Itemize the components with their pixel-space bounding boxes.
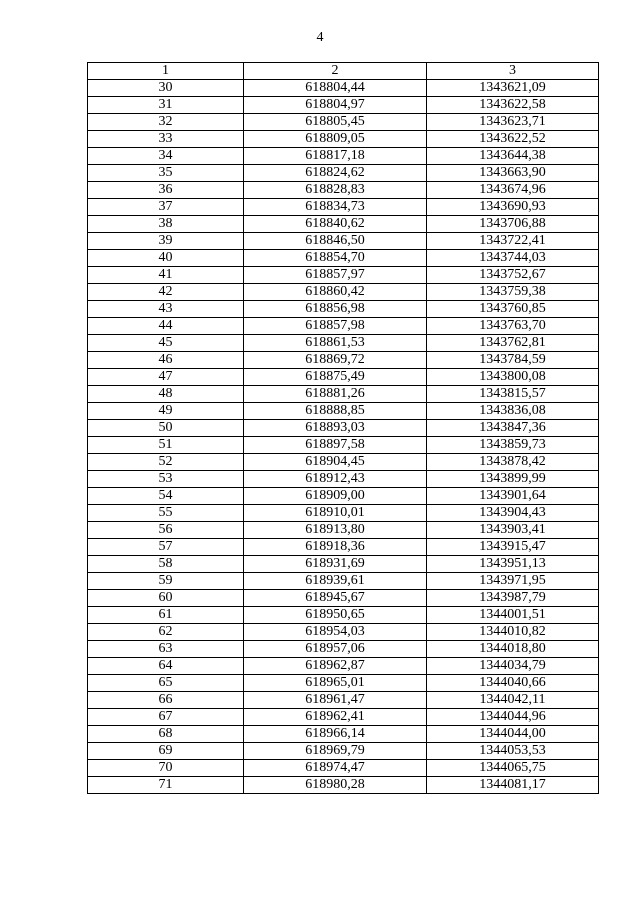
cell-x-coordinate: 618893,03 bbox=[244, 420, 427, 437]
cell-x-coordinate: 618805,45 bbox=[244, 114, 427, 131]
cell-y-coordinate: 1343744,03 bbox=[427, 250, 599, 267]
cell-y-coordinate: 1344018,80 bbox=[427, 641, 599, 658]
table-body bbox=[88, 80, 599, 794]
cell-point-number: 33 bbox=[88, 131, 244, 148]
table-row bbox=[88, 658, 599, 675]
cell-x-coordinate: 618980,28 bbox=[244, 777, 427, 794]
cell-x-coordinate: 618974,47 bbox=[244, 760, 427, 777]
cell-point-number: 56 bbox=[88, 522, 244, 539]
cell-x-coordinate: 618881,26 bbox=[244, 386, 427, 403]
cell-x-coordinate: 618897,58 bbox=[244, 437, 427, 454]
cell-y-coordinate: 1343760,85 bbox=[427, 301, 599, 318]
cell-x-coordinate: 618804,44 bbox=[244, 80, 427, 97]
cell-x-coordinate: 618857,97 bbox=[244, 267, 427, 284]
cell-x-coordinate: 618869,72 bbox=[244, 352, 427, 369]
cell-y-coordinate: 1343622,58 bbox=[427, 97, 599, 114]
table-row bbox=[88, 522, 599, 539]
cell-x-coordinate: 618965,01 bbox=[244, 675, 427, 692]
cell-point-number: 58 bbox=[88, 556, 244, 573]
cell-y-coordinate: 1343784,59 bbox=[427, 352, 599, 369]
column-header-point: 1 bbox=[88, 63, 244, 80]
cell-y-coordinate: 1343706,88 bbox=[427, 216, 599, 233]
cell-point-number: 52 bbox=[88, 454, 244, 471]
cell-point-number: 50 bbox=[88, 420, 244, 437]
table-row bbox=[88, 318, 599, 335]
table-row bbox=[88, 182, 599, 199]
cell-y-coordinate: 1343674,96 bbox=[427, 182, 599, 199]
cell-y-coordinate: 1343915,47 bbox=[427, 539, 599, 556]
cell-x-coordinate: 618817,18 bbox=[244, 148, 427, 165]
cell-x-coordinate: 618840,62 bbox=[244, 216, 427, 233]
table-row bbox=[88, 97, 599, 114]
table-row bbox=[88, 250, 599, 267]
cell-point-number: 61 bbox=[88, 607, 244, 624]
cell-x-coordinate: 618875,49 bbox=[244, 369, 427, 386]
cell-x-coordinate: 618910,01 bbox=[244, 505, 427, 522]
table-row bbox=[88, 488, 599, 505]
cell-y-coordinate: 1344001,51 bbox=[427, 607, 599, 624]
cell-y-coordinate: 1343904,43 bbox=[427, 505, 599, 522]
cell-point-number: 68 bbox=[88, 726, 244, 743]
table-header bbox=[88, 63, 599, 80]
page-number: 4 bbox=[316, 30, 324, 45]
table-row bbox=[88, 301, 599, 318]
cell-point-number: 35 bbox=[88, 165, 244, 182]
cell-point-number: 46 bbox=[88, 352, 244, 369]
cell-x-coordinate: 618918,36 bbox=[244, 539, 427, 556]
cell-x-coordinate: 618961,47 bbox=[244, 692, 427, 709]
cell-y-coordinate: 1344044,00 bbox=[427, 726, 599, 743]
cell-x-coordinate: 618962,87 bbox=[244, 658, 427, 675]
cell-y-coordinate: 1343800,08 bbox=[427, 369, 599, 386]
cell-point-number: 37 bbox=[88, 199, 244, 216]
cell-point-number: 45 bbox=[88, 335, 244, 352]
column-header-y: 3 bbox=[427, 63, 599, 80]
table-row bbox=[88, 233, 599, 250]
table-row bbox=[88, 420, 599, 437]
cell-x-coordinate: 618904,45 bbox=[244, 454, 427, 471]
cell-y-coordinate: 1343836,08 bbox=[427, 403, 599, 420]
cell-x-coordinate: 618828,83 bbox=[244, 182, 427, 199]
table-row bbox=[88, 709, 599, 726]
cell-y-coordinate: 1344010,82 bbox=[427, 624, 599, 641]
cell-y-coordinate: 1343903,41 bbox=[427, 522, 599, 539]
cell-x-coordinate: 618909,00 bbox=[244, 488, 427, 505]
cell-x-coordinate: 618861,53 bbox=[244, 335, 427, 352]
header-row bbox=[88, 63, 599, 80]
cell-y-coordinate: 1344042,11 bbox=[427, 692, 599, 709]
cell-point-number: 30 bbox=[88, 80, 244, 97]
cell-point-number: 69 bbox=[88, 743, 244, 760]
cell-point-number: 53 bbox=[88, 471, 244, 488]
cell-point-number: 39 bbox=[88, 233, 244, 250]
table-row bbox=[88, 607, 599, 624]
column-header-x: 2 bbox=[244, 63, 427, 80]
table-row bbox=[88, 148, 599, 165]
cell-point-number: 47 bbox=[88, 369, 244, 386]
cell-x-coordinate: 618888,85 bbox=[244, 403, 427, 420]
cell-x-coordinate: 618913,80 bbox=[244, 522, 427, 539]
cell-x-coordinate: 618945,67 bbox=[244, 590, 427, 607]
cell-x-coordinate: 618962,41 bbox=[244, 709, 427, 726]
table-row bbox=[88, 641, 599, 658]
table-row bbox=[88, 437, 599, 454]
cell-x-coordinate: 618809,05 bbox=[244, 131, 427, 148]
table-row bbox=[88, 267, 599, 284]
cell-point-number: 62 bbox=[88, 624, 244, 641]
table-row bbox=[88, 573, 599, 590]
cell-point-number: 36 bbox=[88, 182, 244, 199]
cell-point-number: 32 bbox=[88, 114, 244, 131]
table-row bbox=[88, 726, 599, 743]
cell-y-coordinate: 1343690,93 bbox=[427, 199, 599, 216]
cell-y-coordinate: 1343621,09 bbox=[427, 80, 599, 97]
cell-point-number: 63 bbox=[88, 641, 244, 658]
table-row bbox=[88, 539, 599, 556]
cell-point-number: 67 bbox=[88, 709, 244, 726]
cell-y-coordinate: 1343644,38 bbox=[427, 148, 599, 165]
cell-point-number: 60 bbox=[88, 590, 244, 607]
cell-y-coordinate: 1343987,79 bbox=[427, 590, 599, 607]
table-row bbox=[88, 675, 599, 692]
cell-x-coordinate: 618954,03 bbox=[244, 624, 427, 641]
table-row bbox=[88, 216, 599, 233]
cell-point-number: 51 bbox=[88, 437, 244, 454]
cell-point-number: 38 bbox=[88, 216, 244, 233]
cell-x-coordinate: 618856,98 bbox=[244, 301, 427, 318]
cell-point-number: 48 bbox=[88, 386, 244, 403]
cell-y-coordinate: 1343622,52 bbox=[427, 131, 599, 148]
cell-y-coordinate: 1343901,64 bbox=[427, 488, 599, 505]
cell-point-number: 59 bbox=[88, 573, 244, 590]
cell-x-coordinate: 618846,50 bbox=[244, 233, 427, 250]
table-row bbox=[88, 80, 599, 97]
table-row bbox=[88, 743, 599, 760]
cell-point-number: 65 bbox=[88, 675, 244, 692]
table-row bbox=[88, 114, 599, 131]
cell-point-number: 71 bbox=[88, 777, 244, 794]
table-row bbox=[88, 369, 599, 386]
cell-y-coordinate: 1343847,36 bbox=[427, 420, 599, 437]
cell-point-number: 42 bbox=[88, 284, 244, 301]
cell-y-coordinate: 1343762,81 bbox=[427, 335, 599, 352]
cell-point-number: 43 bbox=[88, 301, 244, 318]
cell-point-number: 34 bbox=[88, 148, 244, 165]
table-row bbox=[88, 199, 599, 216]
cell-point-number: 40 bbox=[88, 250, 244, 267]
cell-y-coordinate: 1344040,66 bbox=[427, 675, 599, 692]
table-row bbox=[88, 454, 599, 471]
cell-y-coordinate: 1344065,75 bbox=[427, 760, 599, 777]
cell-x-coordinate: 618966,14 bbox=[244, 726, 427, 743]
table-row bbox=[88, 403, 599, 420]
table-row bbox=[88, 760, 599, 777]
table-row bbox=[88, 352, 599, 369]
cell-y-coordinate: 1343815,57 bbox=[427, 386, 599, 403]
cell-y-coordinate: 1343663,90 bbox=[427, 165, 599, 182]
cell-point-number: 57 bbox=[88, 539, 244, 556]
cell-y-coordinate: 1343859,73 bbox=[427, 437, 599, 454]
cell-x-coordinate: 618854,70 bbox=[244, 250, 427, 267]
cell-y-coordinate: 1343763,70 bbox=[427, 318, 599, 335]
cell-x-coordinate: 618957,06 bbox=[244, 641, 427, 658]
cell-y-coordinate: 1343623,71 bbox=[427, 114, 599, 131]
cell-y-coordinate: 1343759,38 bbox=[427, 284, 599, 301]
cell-point-number: 55 bbox=[88, 505, 244, 522]
cell-x-coordinate: 618857,98 bbox=[244, 318, 427, 335]
table-row bbox=[88, 165, 599, 182]
cell-x-coordinate: 618804,97 bbox=[244, 97, 427, 114]
cell-x-coordinate: 618860,42 bbox=[244, 284, 427, 301]
cell-point-number: 44 bbox=[88, 318, 244, 335]
cell-x-coordinate: 618834,73 bbox=[244, 199, 427, 216]
cell-y-coordinate: 1344081,17 bbox=[427, 777, 599, 794]
cell-y-coordinate: 1343878,42 bbox=[427, 454, 599, 471]
cell-x-coordinate: 618939,61 bbox=[244, 573, 427, 590]
cell-x-coordinate: 618824,62 bbox=[244, 165, 427, 182]
cell-x-coordinate: 618950,65 bbox=[244, 607, 427, 624]
table-row bbox=[88, 131, 599, 148]
cell-y-coordinate: 1343722,41 bbox=[427, 233, 599, 250]
cell-y-coordinate: 1343752,67 bbox=[427, 267, 599, 284]
table-row bbox=[88, 590, 599, 607]
table-row bbox=[88, 284, 599, 301]
cell-x-coordinate: 618969,79 bbox=[244, 743, 427, 760]
cell-y-coordinate: 1344053,53 bbox=[427, 743, 599, 760]
table-row bbox=[88, 386, 599, 403]
table-row bbox=[88, 471, 599, 488]
cell-point-number: 66 bbox=[88, 692, 244, 709]
cell-y-coordinate: 1344044,96 bbox=[427, 709, 599, 726]
cell-y-coordinate: 1344034,79 bbox=[427, 658, 599, 675]
cell-point-number: 70 bbox=[88, 760, 244, 777]
cell-x-coordinate: 618912,43 bbox=[244, 471, 427, 488]
table-row bbox=[88, 777, 599, 794]
cell-x-coordinate: 618931,69 bbox=[244, 556, 427, 573]
cell-point-number: 41 bbox=[88, 267, 244, 284]
cell-point-number: 64 bbox=[88, 658, 244, 675]
table-row bbox=[88, 556, 599, 573]
cell-point-number: 49 bbox=[88, 403, 244, 420]
table-row bbox=[88, 624, 599, 641]
cell-y-coordinate: 1343971,95 bbox=[427, 573, 599, 590]
cell-y-coordinate: 1343899,99 bbox=[427, 471, 599, 488]
cell-point-number: 31 bbox=[88, 97, 244, 114]
table-row bbox=[88, 335, 599, 352]
coordinates-table bbox=[87, 62, 599, 794]
table-row bbox=[88, 505, 599, 522]
cell-y-coordinate: 1343951,13 bbox=[427, 556, 599, 573]
table-row bbox=[88, 692, 599, 709]
cell-point-number: 54 bbox=[88, 488, 244, 505]
